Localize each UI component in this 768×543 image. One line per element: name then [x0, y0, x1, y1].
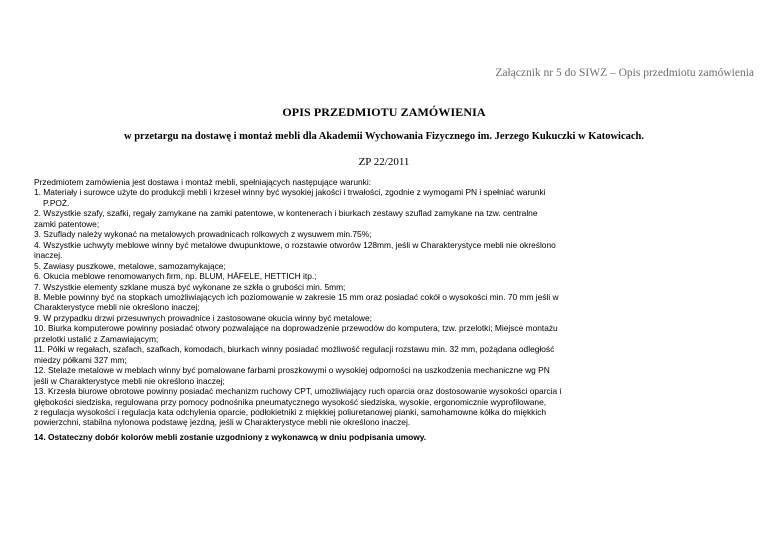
- body-line: 1. Materiały i surowce użyte do produkcji mebli i krzeseł winny być wysokiej jakości i trwałości, zgodnie z wymogami PN i spełniać warunki: [34, 187, 546, 198]
- body-line: 4. Wszystkie uchwyty meblowe winny być metalowe dwupunktowe, o rozstawie otworów 128mm, jeśli w Charakterystyce mebli nie określono: [34, 239, 556, 250]
- body-line: zamki patentowe;: [34, 218, 100, 229]
- body-line: 11. Półki w regałach, szafach, szafkach, komodach, biurkach winny posiadać możliwość regulacji rozstawu min. 32 mm, pożądana odległość: [34, 344, 555, 355]
- body-line: 2. Wszystkie szafy, szafki, regały zamykane na zamki patentowe, w kontenerach i biurkach zestawy szuflad zamykane na tzw. centralne: [34, 208, 538, 219]
- document-title: OPIS PRZEDMIOTU ZAMÓWIENIA: [282, 105, 486, 119]
- annex-header: Załącznik nr 5 do SIWZ – Opis przedmiotu zamówienia: [495, 67, 754, 79]
- body-line: 12. Stelaże metalowe w meblach winny być pomalowane farbami proszkowymi o wysokiej odporności na uszkodzenia mechaniczne wg PN: [34, 365, 550, 376]
- body-line: 5. Zawiasy puszkowe, metalowe, samozamykające;: [34, 260, 226, 271]
- body-line: 7. Wszystkie elementy szklane musza być wykonane ze szkła o grubości min. 5mm;: [34, 281, 346, 292]
- body-line: miedzy półkami 327 mm;: [34, 354, 127, 365]
- body-line: 8. Meble powinny być na stopkach umożliwiających ich poziomowanie w zakresie 15 mm oraz posiadać cokół o wysokości min. 70 mm jeśli w: [34, 291, 559, 302]
- intro-line: Przedmiotem zamówienia jest dostawa i montaż mebli, spełniających następujące warunki:: [34, 177, 372, 187]
- body-line: 10. Biurka komputerowe powinny posiadać otwory pozwalające na doprowadzenie przewodów do komputera, tzw. przelotki; Miejsce montażu: [34, 323, 558, 334]
- body-line: z regulacja wysokości i regulacja kata odchylenia oparcie, podłokietniki z miękkiej poliuretanowej pianki, samohamowne kółka do miękkich: [34, 406, 547, 417]
- body-line: powierzchni, stabilna nylonowa podstawę jezdną, jeśli w Charakterystyce mebli nie określono inaczej.: [34, 417, 411, 428]
- body-line: inaczej.: [34, 250, 63, 261]
- body-line: 6. Okucia meblowe renomowanych firm, np. BLUM, HÄFELE, HETTICH itp.;: [34, 271, 317, 282]
- body-line: 9. W przypadku drzwi przesuwnych prowadnice i zastosowane okucia winny być metalowe;: [34, 312, 372, 323]
- requirements-list: [34, 177, 740, 428]
- body-line: P.POŻ.: [43, 197, 70, 208]
- final-note: 14. Ostateczny dobór kolorów mebli zostanie uzgodniony z wykonawcą w dniu podpisania umowy.: [34, 432, 427, 442]
- document-subtitle: w przetargu na dostawę i montaż mebli dla Akademii Wychowania Fizycznego im. Jerzego Kukuczki w Katowicach.: [123, 131, 644, 142]
- body-line: przelotki ustalić z Zamawiającym;: [34, 333, 159, 344]
- body-line: 13. Krzesła biurowe obrotowe powinny posiadać mechanizm ruchowy CPT, umożliwiający ruch oparcia oraz dostosowanie wysokości oparcia i: [34, 386, 562, 397]
- body-line: 3. Szuflady należy wykonać na metalowych prowadnicach rolkowych z wysuwem min.75%;: [34, 229, 372, 240]
- body-line: Charakterystyce mebli nie określono inaczej;: [34, 302, 200, 313]
- body-line: jeśli w Charakterystyce mebli nie określono inaczej;: [34, 375, 225, 386]
- reference-number: ZP 22/2011: [358, 156, 410, 168]
- body-line: głębokości siedziska, regulowana przy pomocy podnośnika pneumatycznego wysokość siedziska, wysokie, ergonomicznie wyprofilowane,: [34, 396, 547, 407]
